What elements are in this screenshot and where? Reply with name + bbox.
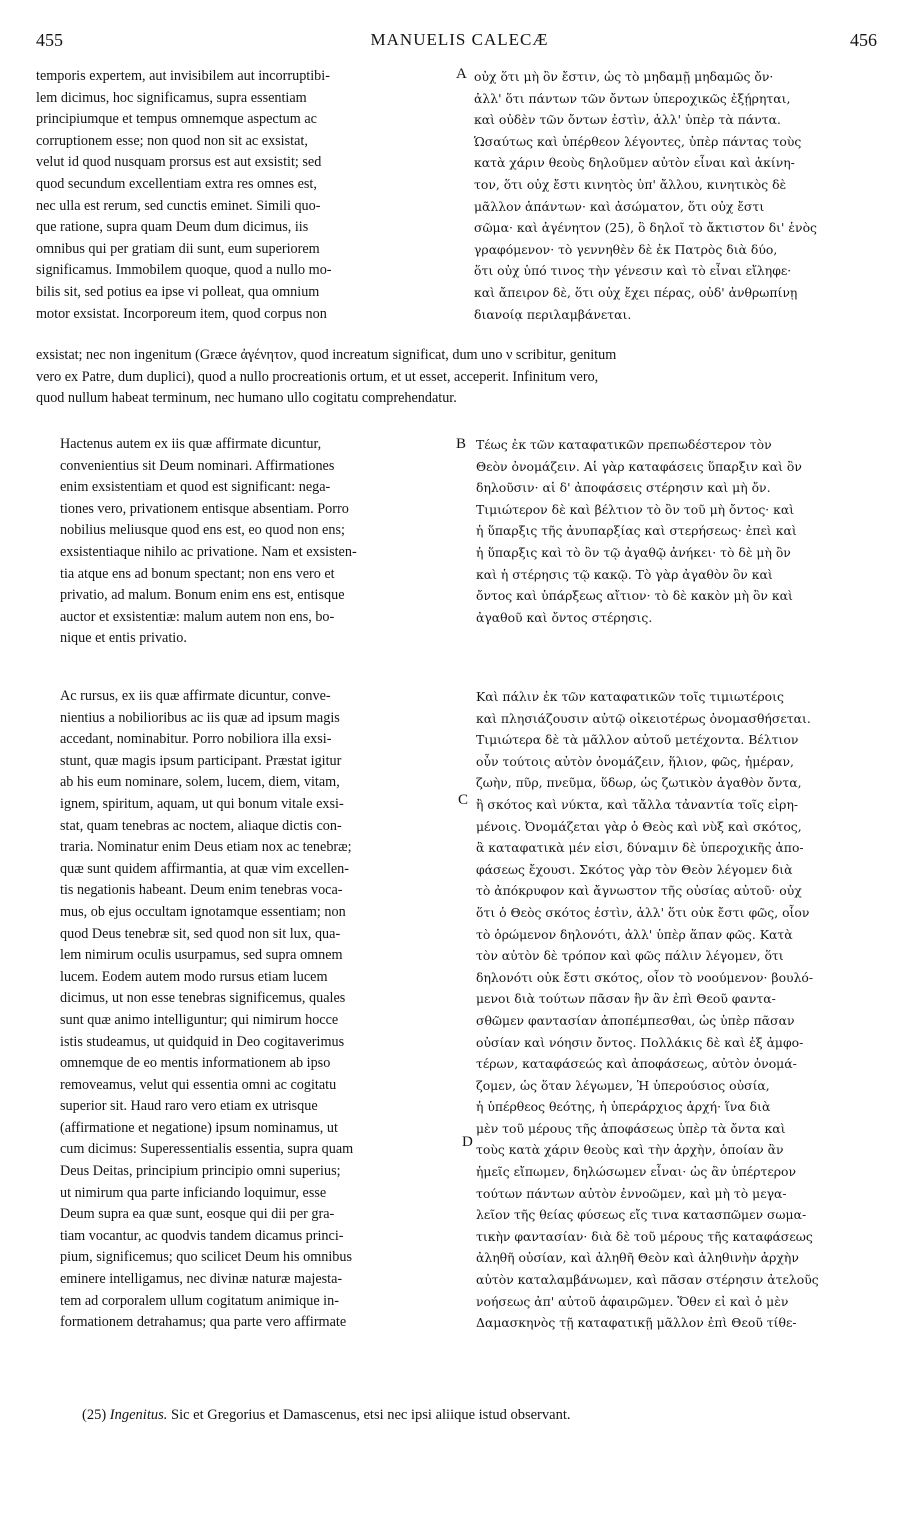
block-b-greek: Τέως ἐκ τῶν καταφατικῶν πρεπωδέστερον τὸν Θεὸν ὀνομάζειν. Αἱ γὰρ καταφάσεις ὕπαρξιν καὶ ὂν δηλοῦσιν· αἱ δ' ἀποφάσεις στέρησιν καὶ μὴ ὄν. Τιμιώτερον δὲ καὶ βέλτιον τὸ ὂν τοῦ μὴ ὄντος· καὶ ἡ ὕπαρξις τῆς ἀνυπαρξίας καὶ στερήσεως· ἐπεὶ καὶ ἡ ὕπαρξις καὶ τὸ ὂν τῷ ἀγαθῷ ἀνήκει· τὸ δὲ μὴ ὂν καὶ ἡ στέρησις τῷ κακῷ. Τὸ γὰρ ἀγαθὸν ὂν καὶ ὄντος καὶ ὑπάρξεως αἴτιον· τὸ δὲ κακὸν μὴ ὂν καὶ ἀγαθοῦ καὶ ὄντος στέρησις. — [476, 437, 802, 625]
footnote — [82, 1407, 570, 1424]
block-a-latin: temporis expertem, aut invisibilem aut incorruptibi- lem dicimus, hoc significamus, supra essentiam principiumque et tempus omnemque aspectum ac corruptionem esse; non quod non sit ac exsistat, velut id quod nusquam prorsus est aut exsistit; sed quod secundum excellentiam extra res omnes est, nec ulla est rerum, sed cunctis eminet. Simili quo- que ratione, supra quam Deum dum dicimus, iis omnibus qui per gratiam dii sunt, eum superiorem significamus. Immobilem quoque, quod a nullo mo- bilis sit, sed potius ea ipse vi polleat, qua omnium motor exsistat. Incorporeum item, quod corpus non — [36, 68, 332, 322]
page-number-right: 456 — [850, 30, 877, 50]
block-b-latin: Hactenus autem ex iis quæ affirmate dicuntur, convenientius sit Deum nominari. Affirmationes enim exsistentiam et quod est significant: nega- tiones vero, privationem entisque absentiam. Porro nobilius meliusque quod ens est, eo quod non ens; exsistentiaque nihilo ac privatione. Nam et exsisten- tia atque ens ad bonum spectant; non ens vero et privatio, ad malum. Bonum enim ens est, entisque auctor et exsistentiæ: malum autem non ens, bo- nique et entis privatio. — [60, 436, 357, 647]
footnote-term: Ingenitus. — [109, 1407, 168, 1423]
margin-letter-d: D — [462, 1134, 473, 1150]
block-c-latin: Ac rursus, ex iis quæ affirmate dicuntur, conve- nientius a nobilioribus ac iis quæ ad ipsum magis accedant, nominabitur. Porro nobiliora illa exsi- stunt, quæ magis ipsum participant. Præstat igitur ab his eum nominare, solem, lucem, diem, vitam, ignem, spiritum, aquam, ut qui bonum vitale exsi- stat, quam tenebras ac noctem, aliaque dictis con- traria. Nominatur enim Deus etiam nox ac tenebræ; quæ sunt quidem affirmantia, at quæ vim excellen- tis negationis habeant. Deum enim tenebras voca- mus, ob ejus occultam ignotamque essentiam; non quod Deus tenebræ sit, sed quod non sit lux, qua- lem nimirum oculis usurpamus, sed supra omnem lucem. Eodem autem modo rursus etiam lucem dicimus, ut non esse tenebras significemus, quales sunt quæ animo intelliguntur; qui nimirum hocce istis studeamus, ut quidquid in Deo cogitaverimus omnemque de eo mentis informationem ab ipso removeamus, velut qui essentia omni ac cogitatu superior sit. Haud raro vero etiam ex utrisque (affirmatione et negatione) ipsum nominamus, ut cum dicimus: Superessentialis essentia, supra quam Deus Deitas, principium principio omni superius; ut nimirum qua parte inficiando loquimur, esse Deum supra ea quæ sunt, eosque qui dii per gra- tiam vocantur, ac quodvis tandem dicamus princi- pium, significemus; quo scilicet Deum his omnibus eminere intelligamus, nec divinæ naturæ majesta- tem ad corporalem ullum cogitatum animique in- formationem detrahamus; qua parte vero affirmate — [60, 688, 354, 1331]
block-a-greek: οὐχ ὅτι μὴ ὂν ἔστιν, ὡς τὸ μηδαμῇ μηδαμῶς ὄν· ἀλλ' ὅτι πάντων τῶν ὄντων ὑπεροχικῶς ἐξῄρηται, καὶ οὐδὲν τῶν ὄντων ἐστὶν, ἀλλ' ὑπὲρ τὰ πάντα. Ὡσαύτως καὶ ὑπέρθεον λέγοντες, ὑπὲρ πάντας τοὺς κατὰ χάριν θεοὺς δηλοῦμεν αὐτὸν εἶναι καὶ ἀκίνη- τον, ὅτι οὐχ ἔστι κινητὸς ὑπ' ἄλλου, κινητικὸς δὲ μᾶλλον ἁπάντων· καὶ ἀσώματον, ὅτι οὐχ ἔστι σῶμα· καὶ ἀγένητον (25), ὃ δηλοῖ τὸ ἄκτιστον δι' ἑνὸς γραφόμενον· τὸ γεννηθὲν δὲ ἐκ Πατρὸς διὰ δύο, ὅτι οὐχ ὑπό τινος τὴν γένεσιν καὶ τὸ εἶναι εἴληφε· καὶ ἄπειρον δὲ, ὅτι οὐχ ἔχει πέρας, οὐδ' ἀνθρωπίνῃ διανοίᾳ περιλαμβάνεται. — [474, 69, 817, 322]
footnote-text: Sic et Gregorius et Damascenus, etsi nec ipsi aliique istud observant. — [171, 1407, 571, 1423]
page-number-left: 455 — [36, 30, 63, 50]
margin-letter-c: C — [458, 792, 469, 808]
running-title: MANUELIS CALECÆ — [370, 30, 549, 49]
margin-letter-a: A — [456, 66, 467, 82]
block-c-greek: Καὶ πάλιν ἐκ τῶν καταφατικῶν τοῖς τιμιωτέροις καὶ πλησιάζουσιν αὐτῷ οἰκειοτέρως ὀνομασθήσεται. Τιμιώτερα δὲ τὰ μᾶλλον αὐτοῦ μετέχοντα. Βέλτιον οὖν τούτοις αὐτὸν ὀνομάζειν, ἥλιον, φῶς, ἡμέραν, ζωὴν, πῦρ, πνεῦμα, ὕδωρ, ὡς ζωτικὸν ἀγαθὸν ὄντα, ἢ σκότος καὶ νύκτα, καὶ τἄλλα τἀναντία τοῖς εἰρη- μένοις. Ὀνομάζεται γὰρ ὁ Θεὸς καὶ νὺξ καὶ σκότος, ἃ καταφατικὰ μέν εἰσι, δύναμιν δὲ ὑπεροχικῆς ἀπο- φάσεως ἔχουσι. Σκότος γὰρ τὸν Θεὸν λέγομεν διὰ τὸ ἀπόκρυφον καὶ ἄγνωστον τῆς οὐσίας αὐτοῦ· οὐχ ὅτι ὁ Θεὸς σκότος ἐστὶν, ἀλλ' ὅτι οὐκ ἔστι φῶς, οἷον τὸ ὁρώμενον δηλονότι, ἀλλ' ὑπὲρ ἅπαν φῶς. Κατὰ τὸν αὐτὸν δὲ τρόπον καὶ φῶς πάλιν λέγομεν, ὅτι δηλονότι οὐκ ἔστι σκότος, οἷον τὸ νοούμενον· βουλό- μενοι διὰ τούτων πᾶσαν ἣν ἂν ἐπὶ Θεοῦ φαντα- σθῶμεν φαντασίαν ἀποπέμπεσθαι, ὡς ὑπὲρ πᾶσαν οὐσίαν καὶ νόησιν ὄντος. Πολλάκις δὲ καὶ ἐξ ἀμφο- τέρων, καταφάσεώς καὶ ἀποφάσεως, αὐτὸν ὀνομά- ζομεν, ὡς ὅταν λέγωμεν, Ἡ ὑπερούσιος οὐσία, ἡ ὑπέρθεος θεότης, ἡ ὑπεράρχιος ἀρχή· ἵνα διὰ μὲν τοῦ μέρους τῆς ἀποφάσεως ὑπὲρ τὰ ὄντα καὶ τοὺς κατὰ χάριν θεοὺς καὶ τὴν ἀρχὴν, ὁποίαν ἂν ἡμεῖς εἴπωμεν, δηλώσωμεν εἶναι· ὡς ἂν ὑπέρτερον τούτων πάντων αὐτὸν ἐννοῶμεν, καὶ μὴ τὸ μεγα- λεῖον τῆς θείας φύσεως εἴς τινα κατασπῶμεν σωμα- τικὴν φαντασίαν· διὰ δὲ τοῦ μέρους τῆς καταφάσεως ἀληθῆ οὐσίαν, καὶ ἀληθῆ Θεὸν καὶ ἀληθινὴν ἀρχὴν αὐτὸν καταλαμβάνωμεν, καὶ πᾶσαν στέρησιν ἀτελοῦς νοήσεως ἀπ' αὐτοῦ ἀφαιρῶμεν. Ὅθεν εἰ καὶ ὁ μὲν Δαμασκηνὸς τῇ καταφατικῇ μᾶλλον ἐπὶ Θεοῦ τίθε- — [476, 689, 819, 1331]
footnote-number: (25) — [82, 1407, 107, 1423]
margin-letter-b: B — [456, 436, 467, 452]
block-a-latin-tail: exsistat; nec non ingenitum (Græce ἀγένητον, quod increatum significat, dum uno ν scribitur, genitum vero ex Patre, dum duplici), quod a nullo procreationis ortum, et ut esset, acceperit. Infinitum vero, quod nullum habeat terminum, nec humano ullo cogitatu comprehendatur. — [36, 347, 617, 407]
